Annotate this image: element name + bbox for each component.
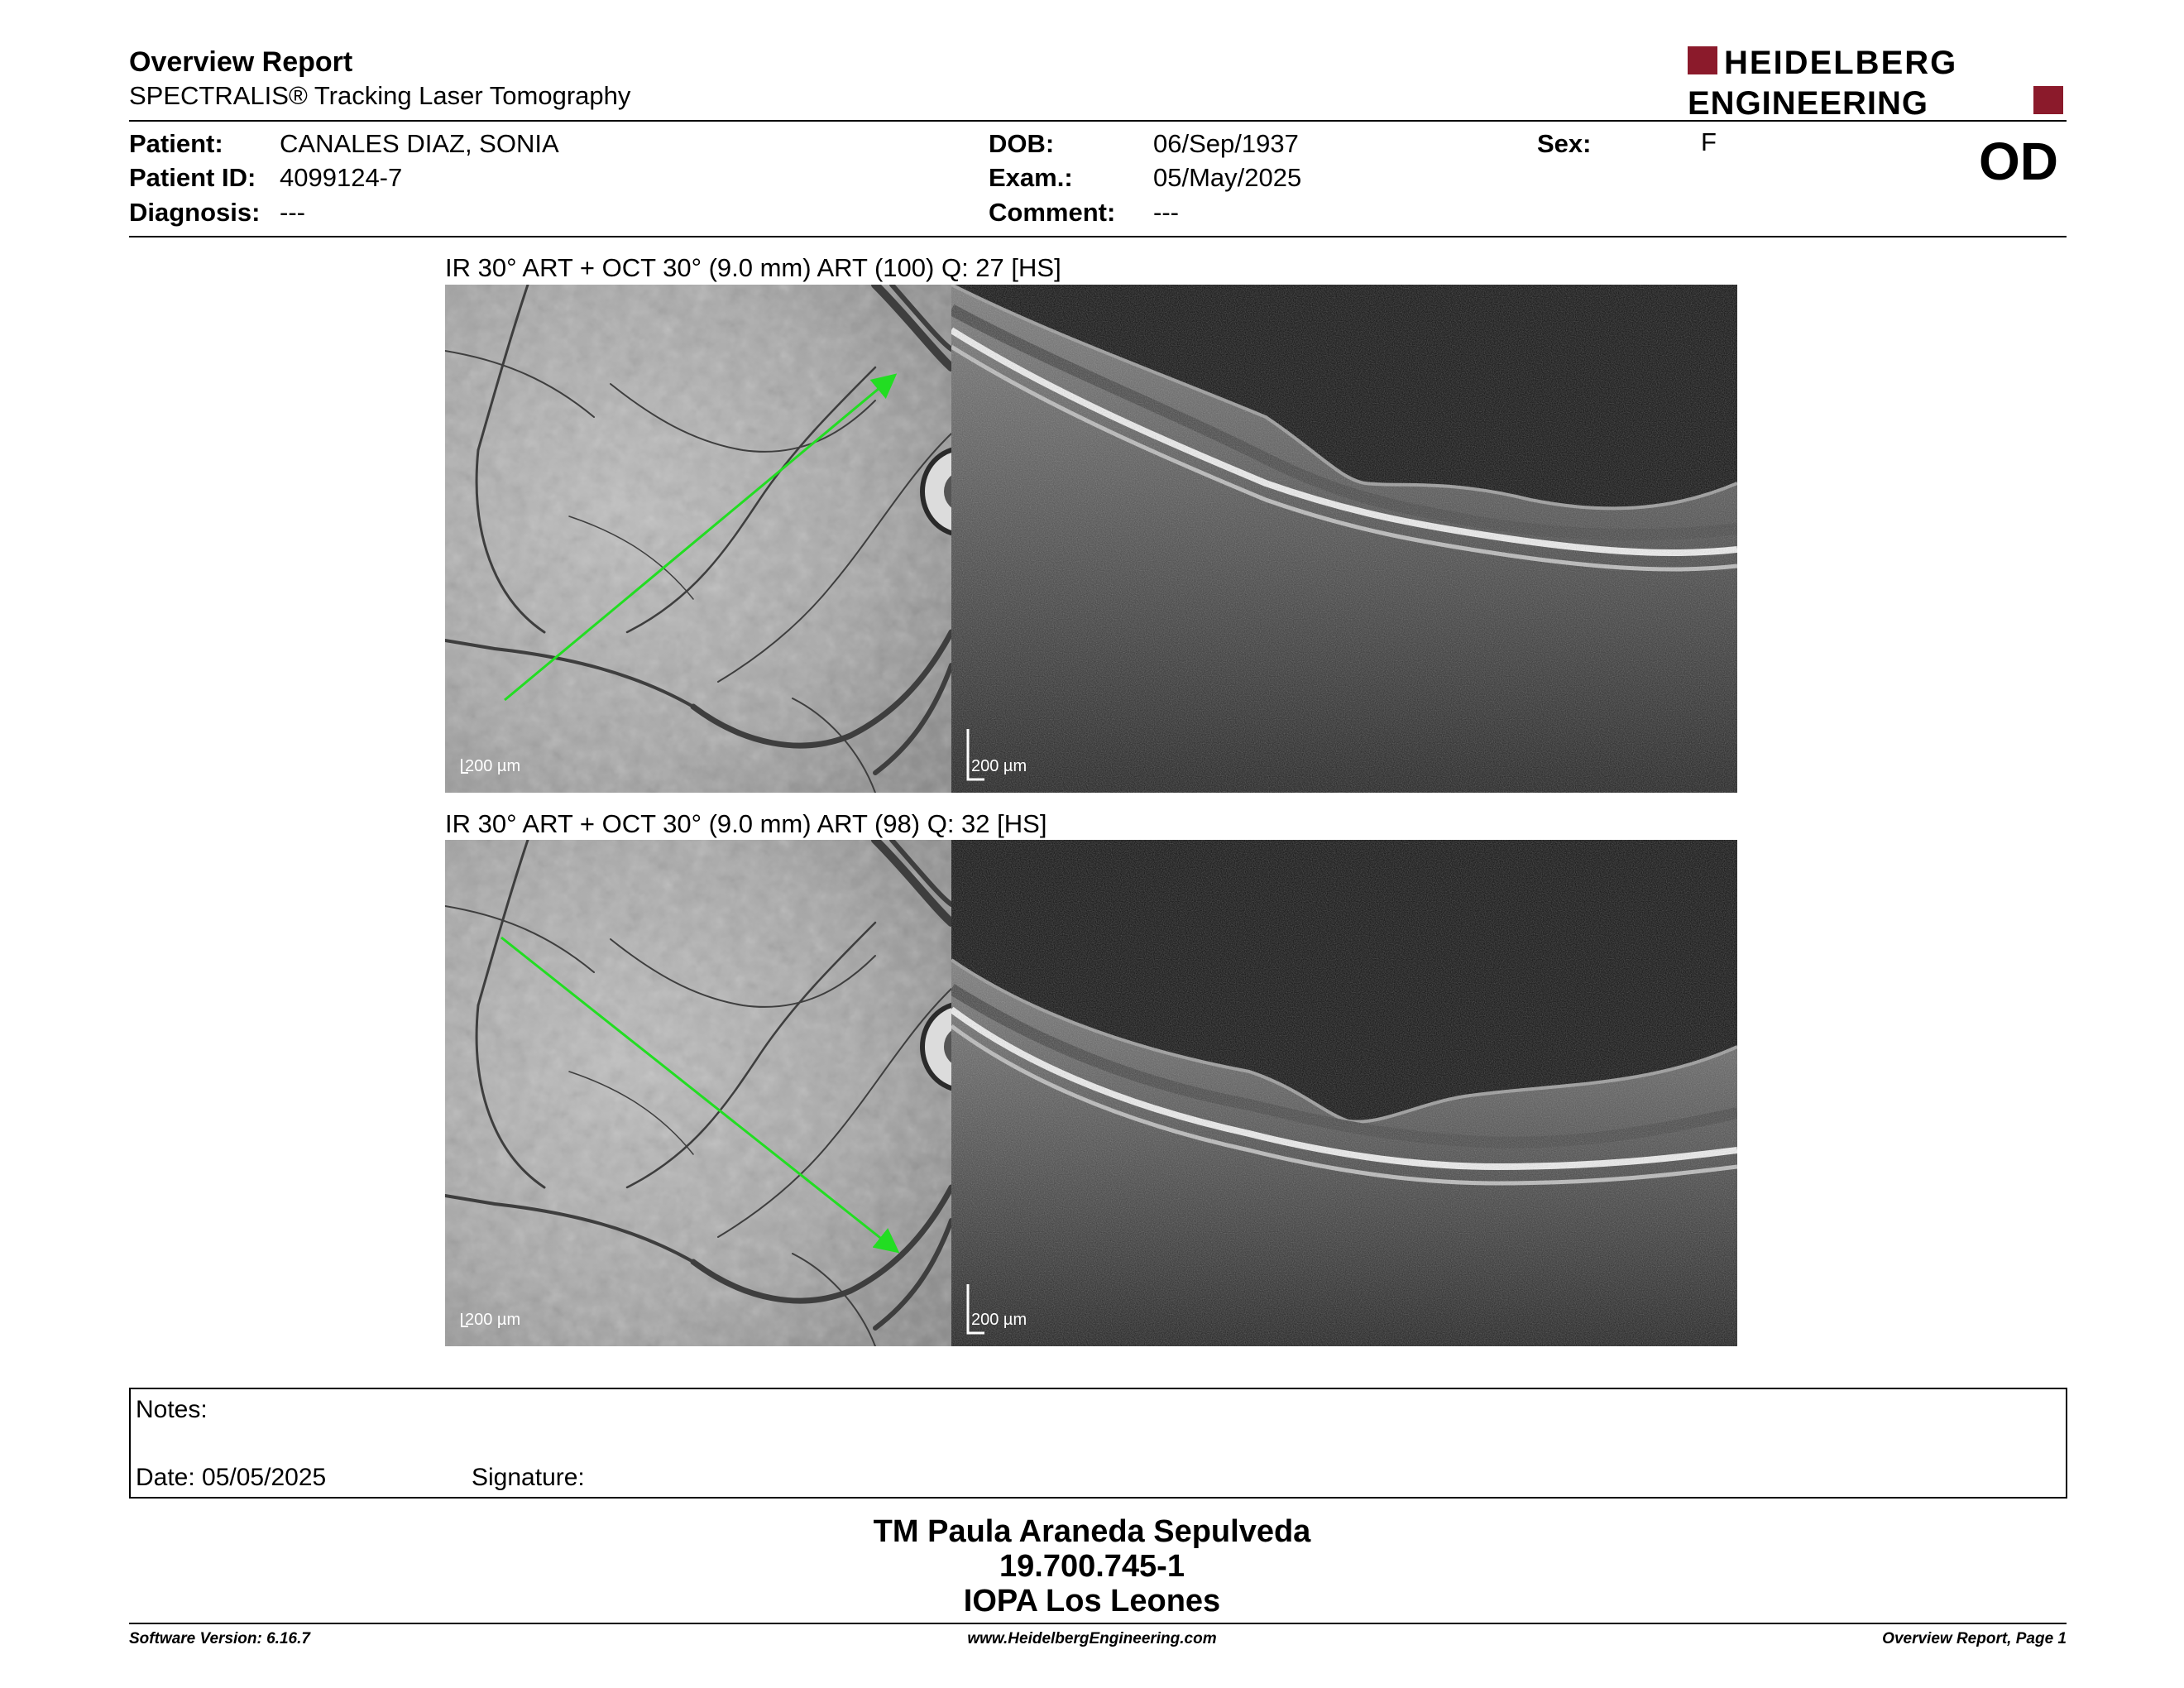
scan-1-oct-bscan[interactable] bbox=[951, 285, 1737, 793]
report-subtitle: SPECTRALIS® Tracking Laser Tomography bbox=[129, 81, 631, 110]
notes-label: Notes: bbox=[136, 1396, 208, 1423]
heidelberg-logo bbox=[1688, 45, 2063, 117]
signer-institution: IOPA Los Leones bbox=[963, 1584, 1221, 1618]
notes-box bbox=[129, 1388, 2067, 1499]
exam-label: Exam.: bbox=[989, 163, 1073, 192]
scan-2-oct-bscan[interactable] bbox=[951, 840, 1737, 1346]
scan-2-ir-scale: 200 µm bbox=[465, 1311, 521, 1329]
sex-value: F bbox=[1701, 127, 1717, 156]
report-title: Overview Report bbox=[129, 46, 353, 78]
signer-rut: 19.700.745-1 bbox=[999, 1549, 1185, 1584]
patient-divider bbox=[129, 236, 2067, 237]
exam-value: 05/May/2025 bbox=[1153, 163, 1302, 192]
diagnosis-label: Diagnosis: bbox=[129, 198, 261, 227]
scan-2-ir-fundus[interactable] bbox=[445, 840, 951, 1346]
header-divider bbox=[129, 120, 2067, 122]
logo-line1: HEIDELBERG bbox=[1724, 45, 1958, 81]
scan-2-oct-scale: 200 µm bbox=[971, 1311, 1027, 1329]
dob-label: DOB: bbox=[989, 129, 1055, 158]
signature-label: Signature: bbox=[472, 1464, 585, 1491]
scan-1-ir-scale: 200 µm bbox=[465, 757, 521, 775]
eye-indicator: OD bbox=[1979, 132, 2058, 191]
scan-1-title: IR 30° ART + OCT 30° (9.0 mm) ART (100) Q: 27 [HS] bbox=[445, 253, 1061, 282]
scan-2-title: IR 30° ART + OCT 30° (9.0 mm) ART (98) Q: 32 [HS] bbox=[445, 809, 1047, 838]
scan-1-oct-scale: 200 µm bbox=[971, 757, 1027, 775]
patient-id-label: Patient ID: bbox=[129, 163, 256, 192]
patient-name: CANALES DIAZ, SONIA bbox=[280, 129, 559, 158]
dob-value: 06/Sep/1937 bbox=[1153, 129, 1299, 158]
diagnosis-value: --- bbox=[280, 198, 305, 227]
comment-label: Comment: bbox=[989, 198, 1116, 227]
software-version: Software Version: 6.16.7 bbox=[129, 1630, 310, 1647]
footer-divider bbox=[129, 1623, 2067, 1624]
notes-date: Date: 05/05/2025 bbox=[136, 1464, 327, 1491]
website-link[interactable]: www.HeidelbergEngineering.com bbox=[967, 1630, 1217, 1647]
sex-label: Sex: bbox=[1537, 129, 1592, 158]
page-indicator: Overview Report, Page 1 bbox=[1882, 1630, 2067, 1647]
comment-value: --- bbox=[1153, 198, 1179, 227]
scan-1-ir-fundus[interactable] bbox=[445, 285, 951, 793]
patient-label: Patient: bbox=[129, 129, 223, 158]
patient-id: 4099124-7 bbox=[280, 163, 403, 192]
signer-name: TM Paula Araneda Sepulveda bbox=[873, 1514, 1311, 1549]
logo-line2: ENGINEERING bbox=[1688, 85, 1929, 117]
